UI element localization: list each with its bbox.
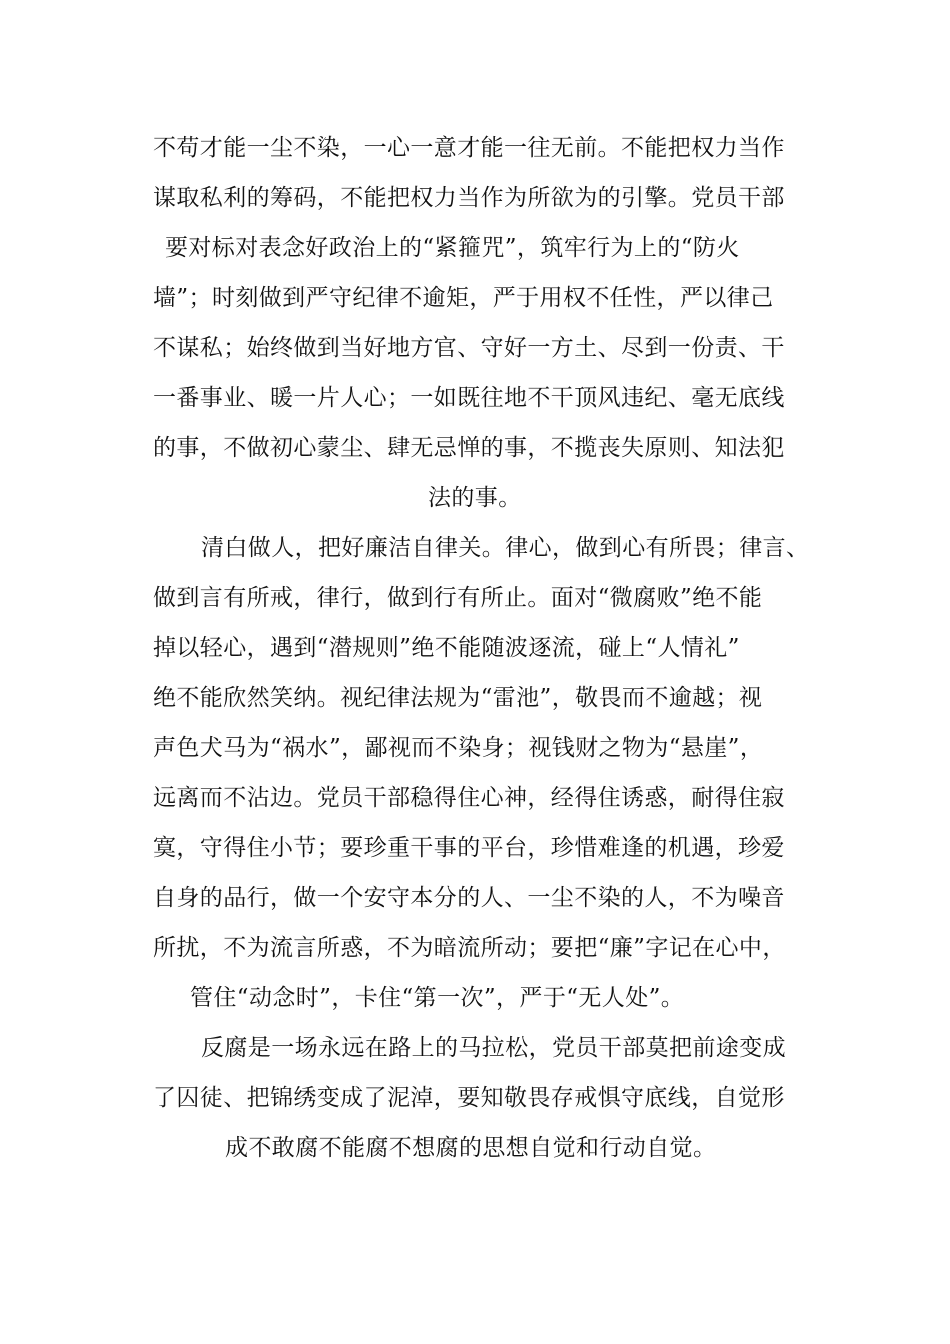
text-line: 一番事业、暖一片人心；一如既往地不干顶风违纪、毫无底线 <box>153 385 785 411</box>
text-line: 自身的品行，做一个安守本分的人、一尘不染的人，不为噪音 <box>153 885 785 911</box>
text-line: 反腐是一场永远在路上的马拉松，党员干部莫把前途变成 <box>201 1035 786 1061</box>
text-line: 声色犬马为“祸水”，鄙视而不染身；视钱财之物为“悬崖”， <box>153 735 764 761</box>
text-line: 所扰，不为流言所惑，不为暗流所动；要把“廉”字记在心中， <box>153 935 786 961</box>
text-line: 管住“动念时”，卡住“第一次”，严于“无人处”。 <box>190 985 685 1011</box>
text-line: 掉以轻心，遇到“潜规则”绝不能随波逐流，碰上“人情礼” <box>153 635 740 661</box>
text-line: 绝不能欣然笑纳。视纪律法规为“雷池”，敬畏而不逾越；视 <box>153 685 763 711</box>
text-line: 不谋私；始终做到当好地方官、守好一方土、尽到一份责、干 <box>153 335 785 361</box>
text-line: 寞，守得住小节；要珍重干事的平台，珍惜难逢的机遇，珍爱 <box>153 835 785 861</box>
text-line: 不苟才能一尘不染，一心一意才能一往无前。不能把权力当作 <box>153 135 785 161</box>
text-line: 谋取私利的筹码，不能把权力当作为所欲为的引擎。党员干部 <box>153 185 785 211</box>
text-line: 法的事。 <box>428 485 522 511</box>
text-line: 墙”；时刻做到严守纪律不逾矩，严于用权不任性，严以律己 <box>153 285 774 311</box>
text-line: 成不敢腐不能腐不想腐的思想自觉和行动自觉。 <box>225 1135 717 1161</box>
text-line: 要对标对表念好政治上的“紧箍咒”，筑牢行为上的“防火 <box>165 235 740 261</box>
text-line: 了囚徒、把锦绣变成了泥淖，要知敬畏存戒惧守底线，自觉形 <box>153 1085 785 1111</box>
text-line: 的事，不做初心蒙尘、肆无忌惮的事，不揽丧失原则、知法犯 <box>153 435 785 461</box>
text-line: 做到言有所戒，律行，做到行有所止。面对“微腐败”绝不能 <box>153 585 763 611</box>
text-line: 清白做人，把好廉洁自律关。律心，做到心有所畏；律言、 <box>201 535 810 561</box>
text-line: 远离而不沾边。党员干部稳得住心神，经得住诱惑，耐得住寂 <box>153 785 785 811</box>
